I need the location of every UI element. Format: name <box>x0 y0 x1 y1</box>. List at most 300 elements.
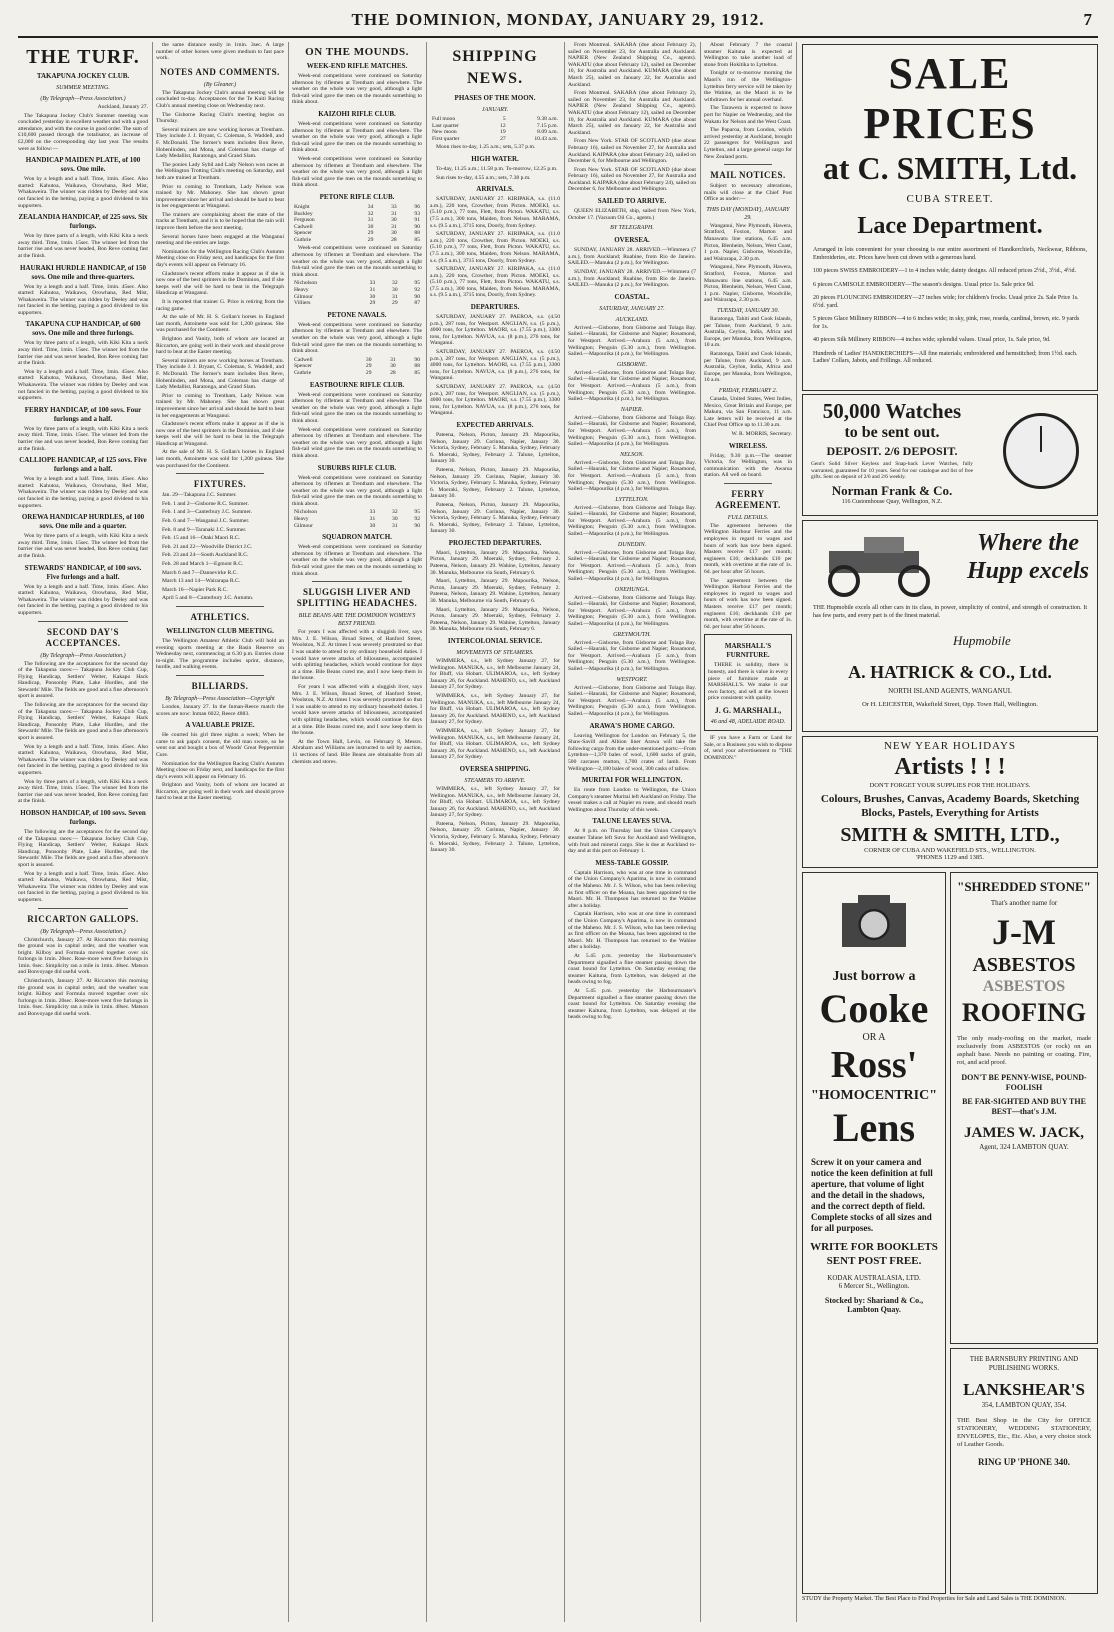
meeting-heading: SUMMER MEETING. <box>56 85 110 91</box>
cooke-kodak: KODAK AUSTRALASIA, LTD. <box>827 1274 921 1282</box>
article-paragraph: Won by three parts of a length, with Kiki Kita a neck away third. Time, 1min. 15sec. The winner led from the barrier rise and was never headed, Bon Reve coming fast at the finish. <box>18 778 148 805</box>
article-paragraph: Week-end competitions were continued on Saturday afternoon by riflemen at Trentham and elsewhere. The weather on the whole was very good, although a light fish-tail wind gave the men on the mounds something to think about. <box>292 120 422 154</box>
article-paragraph: Wanganui, New Plymouth, Hawera, Stratford, Foxton, Marton and Manawatu line stations, 6.45 a.m. Picton, Blenheim, Nelson, West Coast, 1 p.m. Napier, Gisborne, Woodville, and Wairarapa, 2.30 p.m. <box>704 222 792 262</box>
fixture-item: Feb. 8 and 9—Taranaki J.C. Summer. <box>162 526 247 533</box>
tide-line: To-day, 11.25 a.m.; 11.58 p.m. To-morrow, 12.25 p.m. <box>436 165 558 172</box>
article-paragraph: Pateena, Nelson, Picton, January 29. Mapourika, Nelson, January 29. Corinna, Napier, January 30. Victoria, Sydney, February 5. Manuka, Sydney, February 6. Moeraki, Sydney, February 2. Talune, Lyttelton, January 30. <box>430 501 560 535</box>
hupmobile-ad <box>802 520 1098 732</box>
car-icon <box>809 529 959 599</box>
cooke-lens: Lens <box>832 1105 916 1150</box>
article-paragraph: Maori, Lyttelton, January 29. Mapourika, Nelson, Picton, January 29. Moeraki, Sydney, February 2. Pateena, Nelson, January 29. Wahine, Lyttelton, January 30. Manuka, Melbourne via South, February 6. <box>430 549 560 576</box>
sale-title: SALE PRICES <box>863 49 1037 148</box>
column-rule <box>796 42 797 1622</box>
article-paragraph: Maori, Lyttelton, January 29. Mapourika, Nelson, Picton, January 29. Moeraki, Sydney, February 2. Pateena, Nelson, January 29. Wahine, Lyttelton, January 30. Manuka, Melbourne via South, February 6. <box>430 606 560 633</box>
column-shipping-cont <box>568 42 696 1622</box>
watch-illustration <box>993 409 1089 493</box>
fixture-item: April 5 and 8—Canterbury J.C. Autumn. <box>162 595 254 602</box>
article-paragraph: The following are the acceptances for the second day of the Takapuna races:— Takapuna Jockey Club Cup, Flying Handicap, Settlers' Welter, Kakapo Hack Handicap, Ponsonby Plate, Lake Hurdles, and the Stewards' Mile. The fields are good and a fine afternoon's sport is assured. <box>18 828 148 868</box>
cooke-or: OR A <box>862 1032 886 1043</box>
article-paragraph: At the Town Hall, Levin, on February 8, Messrs. Abraham and Williams are instructed to sell by auction, 11 sections of land. Bile Beans are obtainable from all chemists and stores. <box>292 738 422 765</box>
article-paragraph: Canada, United States, West Indies, Mexico, Great Britain and Europe, per Makura, via San Francisco, 11 a.m. Late letters will be received at the Chief Post Office up to 11.30 a.m. <box>704 395 792 429</box>
overseas-subheading: STEAMERS TO ARRIVE. <box>464 777 526 784</box>
dateline: Auckland, January 27. <box>97 104 148 110</box>
sale-prices-ad <box>802 44 1098 391</box>
column-shipping <box>430 42 560 1622</box>
article-paragraph: Nomination for the Wellington Racing Club's Autumn Meeting close on Friday next, and handicaps for the first day's events will appear on February 16. <box>156 248 284 269</box>
article-paragraph: Week-end competitions were continued on Saturday afternoon by riflemen at Trentham and elsewhere. The weather on the whole was very good, although a light fish-tail wind gave the men on the mounds something to think about. <box>292 245 422 278</box>
hupp-agents: NORTH ISLAND AGENTS, WANGANUI. <box>888 687 1012 695</box>
athletics-heading: ATHLETICS. <box>190 611 250 622</box>
article-paragraph: Tonight or to-morrow morning the Maori's run of the Wellington-Lyttelton ferry service will be taken by the Wahine, as the Maori is to be withdrawn for her annual overhaul. <box>704 70 792 103</box>
table-row: Nicholson 33 32 95 <box>294 280 420 287</box>
table-row: Guthrie 29 28 85 <box>294 369 420 376</box>
race-heading: STEWARDS' HANDICAP, of 100 sovs. Five furlongs and a half. <box>24 563 142 581</box>
article-paragraph: Several trainers are now working horses at Trentham. They include J. J. Bryant, C. Coleman, S. Waddell, and F. McDonald. The former's team includes Bon Reve, Hohenlinden, and Mona, and Coleman has charge of Lady Medallist, Raratonga, and Grand Slam. <box>156 126 284 160</box>
port-name: NELSON. <box>620 451 644 458</box>
prize-heading: A VALUABLE PRIZE. <box>185 721 255 730</box>
article-paragraph: Captain Harrison, who was at one time in command of the Union Company's Aparima, is now in command of the Maheno. Mr. J. S. Wilson, who has been relieving as first officer on the Moana, has been appointed to the Maori. Mr. H. Thompson has returned to the Wahine after a holiday. <box>568 911 696 951</box>
table-row: Gilmour 30 31 90 <box>294 293 420 300</box>
camera-icon <box>834 883 914 963</box>
hupp-company: A. HATRICK & CO., Ltd. <box>848 662 1052 682</box>
port-name: GISBORNE. <box>616 361 648 368</box>
article-paragraph: SATURDAY, JANUARY 27. PAEROA, s.s. (4.50 p.m.), 287 tons, for Westport. ANGLIAN, s.s. (5 p.m.), 4000 tons, for Lyttelton. MAORI, s.s. (7.55 p.m.), 3300 tons, for Lyttelton. NAVUA, s.s. (8 p.m.), 276 tons, for Wanganui. <box>430 384 560 417</box>
section-subheading: NOTES AND COMMENTS. <box>160 66 280 77</box>
smith-address: CORNER OF CUBA AND WAKEFIELD STS., WELLINGTON. <box>864 847 1036 854</box>
mail-day: THIS DAY (MONDAY), JANUARY 29. <box>706 206 790 221</box>
table-row: Gilmour 30 31 90 <box>294 522 420 529</box>
port-name: LYTTELTON. <box>615 496 649 503</box>
athletics-subheading: WELLINGTON CLUB MEETING. <box>166 626 274 635</box>
marshall-address: 46 and 48, ADELAIDE ROAD. <box>710 718 786 725</box>
mail-day: FRIDAY, FEBRUARY 2. <box>718 387 778 394</box>
asbestos-word: ASBESTOS <box>972 954 1076 976</box>
club-heading: TAKAPUNA JOCKEY CLUB. <box>36 72 130 80</box>
expected-heading: EXPECTED ARRIVALS. <box>456 420 534 429</box>
oversea-heading: OVERSEA. <box>614 236 650 245</box>
moon-heading: PHASES OF THE MOON. <box>454 94 536 102</box>
article-paragraph: The agreement between the Wellington Harbour Ferries and the employees in regard to wages and hours of work has now been signed. Masters receive £17 per month; engineers £16; deckhands £10 per month, with overtime at the rate of 1s. 6d. per hour after 56 hours. <box>704 577 792 630</box>
article-paragraph: Gladstone's recent efforts make it appear as if she is now one of the best sprinters in the Dominion, and if she keeps well she will be hard to beat in the Telegraph Handicap at Wanganui. <box>156 421 284 447</box>
billiards-heading: BILLIARDS. <box>191 680 249 691</box>
article-paragraph: From Montreal. SAKARA (due about February 2), sailed on November 23, for Australia and Auckland. NAPIER (New Zealand Shipping Co., agents). WAKATU (due about February 12), sailed on December 10, for Australia and Auckland. KUMARA (due about March 25), sailed on January 22, for Australia and Auckland. <box>568 90 696 136</box>
column-rule <box>700 42 701 1622</box>
roofing-word: ROOFING <box>961 998 1087 1027</box>
fixtures-list <box>156 492 284 602</box>
section-heading-turf: THE TURF. <box>26 46 140 68</box>
roof-body: The only ready-roofing on the market, made exclusively from ASBESTOS (or rock) on an asphalt base. Needs no painting or coating. Fire, rot, and acid proof. <box>957 1035 1091 1066</box>
lace-intro: Arranged in lots convenient for your choosing is our entire assortment of Handkerchiefs, Neckwear, Ribbons, Embroideries, etc. Prices have been cut down with a generous hand. <box>813 247 1087 261</box>
port-name: GREYMOUTH. <box>613 631 651 638</box>
article-paragraph: For years I was affected with a sluggish liver, says Mrs. J. E. Wilson, Broad Street, of Hanford Street, Woolston, N.Z. At times I was severely prostrated so that I was unable to attend to my ordinary household duties. I would have severe attacks of biliousness, accompanied with splitting headaches, which would continue for days at a time. Bile Beans cured me, and I now keep them in the house. <box>292 629 422 682</box>
article-paragraph: the same distance easily in 1min. 3sec. A large number of other horses were given medium to fast pace work. <box>156 42 284 62</box>
table-row: Knight 34 33 96 <box>294 203 420 210</box>
cooke-kodak-address: 6 Mercer St., Wellington. <box>838 1282 910 1290</box>
article-paragraph: Pateena, Nelson, Picton, January 29. Mapourika, Nelson, January 29. Corinna, Napier, January 30. Victoria, Sydney, February 5. Manuka, Sydney, February 6. Moeraki, Sydney, February 2. Talune, Lyttelton, January 30. <box>430 431 560 465</box>
scores-table <box>292 357 422 377</box>
article-paragraph: SUNDAY, JANUARY 28. ARRIVED.—Wimmera (7 a.m.), from Auckland; Ruahine, from Rio de Janeiro. SAILED.—Manuka (2 p.m.), for Wellington. <box>568 269 696 289</box>
article-paragraph: Week-end competitions were continued on Saturday afternoon by riflemen at Trentham and elsewhere. The weather on the whole was very good, although a light fish-tail wind gave the men on the mounds something to think about. <box>292 73 422 106</box>
article-paragraph: Subject to necessary alterations, mails will close at the Chief Post Office as under:— <box>704 183 792 203</box>
smith-company: SMITH & SMITH, LTD., <box>840 824 1060 846</box>
article-paragraph: Arrived.—Gisborne, from Gisborne and Tolaga Bay. Sailed.—Hauraki, for Gisborne and Napier; Rosamond, for Westport. Arrived.—Arahura (5 a.m.), from Wellington; Penguin (5.30 a.m.), from Wellington. Sailed.—Mapourika (4 p.m.), for Wellington. <box>568 594 696 627</box>
article-paragraph: WIMMERA, s.s., left Sydney January 27, for Wellington. MANUKA, s.s., left Melbourne January 24, for Bluff, via Hobart. ULIMAROA, s.s., left Sydney January 26, for Auckland. MAHENO, s.s., left Auckland January 27, for Sydney. <box>430 785 560 819</box>
table-row: Heavy 31 30 92 <box>294 287 420 294</box>
divider <box>724 164 772 165</box>
article-paragraph: From Montreal. SAKARA (due about February 2), sailed on November 23, for Australia and Auckland. NAPIER (New Zealand Shipping Co., agents). WAKATU (due about February 12), sailed on December 10, for Australia and Auckland. KUMARA (due about March 25), sailed on January 22, for Australia and Auckland. <box>568 42 696 88</box>
mail-signature: W. R. MORRIS, Secretary. <box>731 430 792 437</box>
watches-subtitle: to be sent out. <box>844 424 940 441</box>
article-paragraph: Captain Harrison, who was at one time in command of the Union Company's Aparima, is now in command of the Maheno. Mr. J. S. Wilson, who has been relieving as first officer on the Moana, has been appointed to the Maori. Mr. H. Thompson has returned to the Wahine after a holiday. <box>568 869 696 909</box>
shooter-name: Ferguson <box>294 217 315 224</box>
article-paragraph: Won by a length and a half. Time, 1min. 45sec. Also started: Kahutoa, Waikawa, Orowhana, Red Mist, Whakaweira. The winner was ridden by Deeley and was not fancied in the betting, paying a good dividend to his supporters. <box>18 583 148 616</box>
fixture-item: Feb. 6 and 7—Wanganui J.C. Summer. <box>162 518 250 525</box>
cooke-write: WRITE FOR BOOKLETS SENT POST FREE. <box>810 1241 938 1267</box>
article-paragraph: The Takapuna Jockey Club's Summer meeting was concluded yesterday in excellent weather and with a good attendance, and with the course in good order. The sum of £10,600 passed through the totalisator, an increase of £2,000 on the corresponding day last year. The results were as follow:— <box>18 112 148 152</box>
article-paragraph: QUEEN ELIZABETH, ship, sailed from New York, October 17. (Vacuum Oil Co., agents.) <box>568 208 696 221</box>
article-paragraph: It is reported that trainer G. Price is retiring from the racing game. <box>156 299 284 312</box>
coastal-heading: COASTAL. <box>614 292 650 301</box>
mail-day: TUESDAY, JANUARY 30. <box>716 308 779 314</box>
ferry-subheading: FULL DETAILS. <box>727 514 769 521</box>
cooke-lens-ad <box>802 872 946 1594</box>
lace-item: 5 pieces Glace Millinery RIBBON—4 to 6 inches wide; in sky, pink, rose, reseda, cardinal, brown, etc. 9 yards for 1s. <box>813 316 1080 330</box>
article-paragraph: Raratonga, Tahiti and Cook Islands, per Talune, from Auckland, 9 a.m. Australia, Ceylon, India, Africa and Europe, per Manuka, from Wellington, 10 a.m. <box>704 316 792 349</box>
article-paragraph: Friday, 9.30 p.m.—The steamer Victoria, for Wellington, was in communication with the Awarua station. All well on board. <box>704 452 792 479</box>
article-paragraph: SATURDAY, JANUARY 27. KIRIPAKA, s.s. (11.0 a.m.), 220 tons, Crowther, from Picton. MOEKI, s.s. (5.10 p.m.), 77 tons, Flett, from Picton. WAKATU, s.s. (7.5 a.m.), 300 tons, Maiden, from Nelson. MARAMA, s.s. (9.5 a.m.), 3715 tons, Doorly, from Sydney. <box>430 196 560 229</box>
watches-body: Gent's Solid Silver Keyless and Snap-back Lever Watches, fully warranted, guaranteed for 10 years. Send for our catalogue and list of free gifts. Sent on deposit of 2/6 and 2/6 weekly. <box>811 461 973 480</box>
lace-item: 6 pieces CAMISOLE EMBROIDERY—The season's designs. Usual price 1s. Sale price 9d. <box>813 281 1035 288</box>
column-mounds <box>292 42 422 1622</box>
article-paragraph: From New York. STAR OF SCOTLAND (due about February 16), sailed on November 27, for Australia and Auckland. KAIPARA (due about February 24), sailed on December 6, for Melbourne and Wellington. <box>568 166 696 193</box>
divider <box>312 581 402 582</box>
article-paragraph: WIMMERA, s.s., left Sydney January 27, for Wellington. MANUKA, s.s., left Melbourne January 24, for Bluff, via Hobart. ULIMAROA, s.s., left Sydney January 26, for Auckland. MAHENO, s.s., left Auckland January 27, for Sydney. <box>430 692 560 726</box>
masthead-date-line: THE DOMINION, MONDAY, JANUARY 29, 1912. <box>351 10 765 29</box>
article-paragraph: Brighton and Vanity, both of whom are located at Riccarton, are going well in their work and should prove hard to beat at the Easter meeting. <box>156 782 284 802</box>
article-paragraph: Week-end competitions were continued on Saturday afternoon by riflemen at Trentham and elsewhere. The weather on the whole was very good, although a light fish-tail wind gave the men on the mounds something to think about. <box>292 474 422 507</box>
article-paragraph: Brighton and Vanity, both of whom are located at Riccarton, are going well in their work and should prove hard to beat at the Easter meeting. <box>156 335 284 356</box>
fixture-item: March 6 and 7—Dannevirke R.C. <box>162 569 238 576</box>
article-paragraph: The agreement between the Wellington Harbour Ferries and the employees in regard to wages and hours of work has now been signed. Masters receive £17 per month; engineers £16; deckhands £10 per month, with overtime at the rate of 1s. 6d. per hour after 56 hours. <box>704 522 792 576</box>
marshall-ad <box>704 634 792 731</box>
byline: (By Telegraph—Press Association.) <box>40 928 126 935</box>
byline: (By Telegraph—Press Association.) <box>40 652 126 659</box>
lanks-phone: RING UP 'PHONE 340. <box>977 1457 1070 1467</box>
race-heading: TAKAPUNA CUP HANDICAP, of 600 sovs. One mile and three furlongs. <box>25 320 141 338</box>
column-mail <box>704 42 792 1622</box>
article-paragraph: Prior to coming to Trentham, Lady Nelson was trained by Mr. Mahoney. She has shown great improvement since her arrival and should be hard to beat in her engagements at Wanganui. <box>156 392 284 419</box>
article-paragraph: Nomination for the Wellington Racing Club's Autumn Meeting close on Friday next, and handicaps for the first day's events will appear on February 16. <box>156 760 284 780</box>
jack-name: JAMES W. JACK, <box>963 1125 1085 1141</box>
article-paragraph: En route from London to Wellington, the Union Company's steamer Muritai left Auckland on Friday. The vessel makes a call at Napier en route, and should reach Wellington about Thursday of this week. <box>568 787 696 813</box>
race-heading: ZEALANDIA HANDICAP, of 225 sovs. Six furlongs. <box>18 213 148 231</box>
shooter-name: Guthrie <box>294 236 312 243</box>
artists-ad <box>802 736 1098 868</box>
wireless-heading: WIRELESS. <box>728 441 768 450</box>
scores-table <box>292 204 422 244</box>
fixture-item: Jan. 29—Takapuna J.C. Summer. <box>162 492 237 499</box>
watches-company: Norman Frank & Co. <box>831 482 953 498</box>
lankshear-ad <box>950 1348 1098 1594</box>
article-paragraph: Arrived.—Gisborne, from Gisborne and Tolaga Bay. Sailed.—Hauraki, for Gisborne and Napier; Rosamond, for Westport. Arrived.—Arahura (5 a.m.), from Wellington; Penguin (5.30 a.m.), from Wellington. Sailed.—Mapourika (4 p.m.), for Wellington. <box>568 639 696 672</box>
table-row: Spencer 29 30 88 <box>294 363 420 370</box>
moon-line: Moon rises to-day, 1.25 a.m.; sets, 5.37 p.m. <box>436 144 536 151</box>
table-row: Nicholson 33 32 95 <box>294 509 420 516</box>
table-row: Spencer 29 30 88 <box>294 230 420 237</box>
article-paragraph: At the sale of Mr. H. S. Gollan's horses in England last month, Antoinette was sold for 1,200 guineas. She was purchased for the Continent. <box>156 449 284 469</box>
sailed-heading: SAILED TO ARRIVE. <box>597 197 667 206</box>
fixture-item: Feb. 1 and 3—Canterbury J.C. Summer. <box>162 509 252 516</box>
article-paragraph: Raratonga, Tahiti and Cook Islands, per Talune, from Auckland, 9 a.m. Australia, Ceylon, India, Africa and Europe, per Manuka, from Wellington, 10 a.m. <box>704 350 792 384</box>
jack-address: Agent, 324 LAMBTON QUAY. <box>979 1143 1069 1151</box>
article-paragraph: Several trainers are now working horses at Trentham. They include J. J. Bryant, C. Coleman, S. Waddell, and F. McDonald. The former's team includes Bon Reve, Hohenlinden, and Mona, and Coleman has charge of Lady Medallist, Raratonga, and Grand Slam. <box>156 357 284 391</box>
asbestos-word-outline: ASBESTOS <box>982 978 1066 995</box>
article-paragraph: Several horses have been engaged at the Wanganui meeting and the entries are large. <box>156 233 284 247</box>
fixture-item: Feb. 23 and 24—South Auckland R.C. <box>162 552 249 559</box>
article-paragraph: For years I was affected with a sluggish liver, says Mrs. J. E. Wilson, Broad Street, of Hanford Street, Woolston, N.Z. At times I was severely prostrated so that I was unable to attend to my ordinary household duties. I would have severe attacks of biliousness, accompanied with splitting headaches, which would continue for days at a time. Bile Beans cured me, and I now keep them in the house. <box>292 683 422 737</box>
article-paragraph: London, January 27. In the Inman-Reece match the scores are now: Inman 6022, Reece 4883. <box>156 703 284 717</box>
article-paragraph: The Gisborne Racing Club's meeting begins on Thursday. <box>156 111 284 125</box>
article-paragraph: WIMMERA, s.s., left Sydney January 27, for Wellington. MANUKA, s.s., left Melbourne January 24, for Bluff, via Hobart. ULIMAROA, s.s., left Sydney January 26, for Auckland. MAHENO, s.s., left Auckland January 27, for Sydney. <box>430 727 560 761</box>
article-paragraph: Pateena, Nelson, Picton, January 29. Mapourika, Nelson, January 29. Corinna, Napier, January 30. Victoria, Sydney, February 5. Manuka, Sydney, February 6. Moeraki, Sydney, February 2. Talune, Lyttelton, January 30. <box>430 466 560 500</box>
table-row: Heavy 31 30 92 <box>294 516 420 523</box>
article-paragraph: Arrived.—Gisborne, from Gisborne and Tolaga Bay. Sailed.—Hauraki, for Gisborne and Napier; Rosamond, for Westport. Arrived.—Arahura (5 a.m.), from Wellington; Penguin (5.30 a.m.), from Wellington. Sailed.—Mapourika (4 p.m.), for Wellington. <box>568 369 696 403</box>
article-paragraph: Maori, Lyttelton, January 29. Mapourika, Nelson, Picton, January 29. Moeraki, Sydney, February 2. Pateena, Nelson, January 29. Wahine, Lyttelton, January 30. Manuka, Melbourne via South, February 6. <box>430 578 560 605</box>
divider <box>38 621 128 622</box>
port-name: NAPIER. <box>620 406 644 413</box>
lace-footer: Hundreds of Ladies' HANDKERCHIEFS—All fine materials; embroidered and hemstitched; from 1½d. each. Ladies' Collars, Jabots, and Frillings. All reduced. <box>813 350 1078 364</box>
article-paragraph: Week-end competitions were continued on Saturday afternoon by riflemen at Trentham and elsewhere. The weather on the whole was very good, although a light fish-tail wind gave the men on the mounds something to think about. <box>292 391 422 424</box>
article-paragraph: Leaving Wellington for London on February 5, the Shaw-Savill and Albion liner Arawa will take the following cargo from the under-mentioned ports:—From Lyttelton—1,370 bales of wool, 1,600 sacks of grain, 500 carcases mutton, 1,700 crates of lamb. From Wellington—2,180 bales of wool, 300 casks of tallow. <box>568 732 696 772</box>
byline: (By Telegraph—Press Association.) <box>40 96 126 102</box>
table-row: Cadwell 30 31 90 <box>294 356 420 363</box>
jm-logo: J-M <box>992 912 1056 952</box>
article-paragraph: Won by three parts of a length, with Kiki Kita a neck away third. Time, 1min. 15sec. The winner led from the barrier rise and was never headed, Bon Reve coming fast at the finish. <box>18 533 148 559</box>
article-paragraph: At 5.45 p.m. yesterday the Harbourmaster's Department signalled a fine steamer passing down the coast bound for Lyttelton. On Saturday evening the steamer Kaituna, from Lyttelton, was delayed at the heads owing to fog. <box>568 987 696 1021</box>
article-paragraph: The Tarawera is expected to leave port for Napier on Wednesday, and the Wakatu for Nelson and the West Coast. <box>704 105 792 125</box>
lace-item: 20 pieces FLOUNCING EMBROIDERY—27 inches wide; for children's frocks. Usual price 2s. Sale Price 1s. 6½d. yard. <box>813 295 1079 309</box>
watch-icon <box>1003 413 1079 489</box>
divider <box>724 483 772 484</box>
article-paragraph: SATURDAY, JANUARY 27. KIRIPAKA, s.s. (11.0 a.m.), 220 tons, Crowther, from Picton. MOEKI, s.s. (5.10 p.m.), 77 tons, Flett, from Picton. WAKATU, s.s. (7.5 a.m.), 300 tons, Maiden, from Nelson. MARAMA, s.s. (9.5 a.m.), 3715 tons, Doorly, from Sydney. <box>430 231 560 264</box>
race-heading: HOBSON HANDICAP, of 100 sovs. Seven furlongs. <box>20 808 146 826</box>
article-paragraph: Won by a length and a half. Time, 1min. 45sec. Also started: Kahutoa, Waikawa, Orowhana, Red Mist, Whakaweira. The winner was ridden by Deeley and was not fancied in the betting, paying a good dividend to his supporters. <box>18 176 148 209</box>
study-ad: STUDY the Property Market. The Best Place to Find Properties for Sale and Land Sales is THE DOMINION. <box>802 1596 1067 1602</box>
table-row: New moon 19 8.09 a.m. <box>432 129 558 136</box>
race-heading: CALLIOPE HANDICAP, of 125 sovs. Five furlongs and a half. <box>19 456 147 474</box>
health-subheading: BILE BEANS ARE THE DOMINION WOMEN'S BEST FRIEND. <box>298 613 416 628</box>
article-paragraph: Won by three parts of a length, with Kiki Kita a neck away third. Time, 1min. 15sec. The winner led from the barrier rise and was never headed, Bon Reve coming fast at the finish. <box>18 233 148 259</box>
article-paragraph: Week-end competitions were continued on Saturday afternoon by riflemen at Trentham and elsewhere. The weather on the whole was very good, although a light fish-tail wind gave the men on the mounds something to think about. <box>292 321 422 355</box>
article-paragraph: SATURDAY, JANUARY 27. KIRIPAKA, s.s. (11.0 a.m.), 220 tons, Crowther, from Picton. MOEKI, s.s. (5.10 p.m.), 77 tons, Flett, from Picton. WAKATU, s.s. (7.5 a.m.), 300 tons, Maiden, from Nelson. MARAMA, s.s. (9.5 a.m.), 3715 tons, Doorly, from Sydney. <box>430 266 560 299</box>
cooke-ross: Ross' <box>830 1044 918 1086</box>
port-name: ONEHUNGA. <box>614 586 650 593</box>
smith-phone: 'PHONES 1129 and 1385. <box>915 854 985 861</box>
table-row: Last quarter 12 7.15 p.m. <box>432 122 558 129</box>
moon-month: JANUARY. <box>481 107 509 113</box>
cooke-borrow: Just borrow a <box>832 969 916 984</box>
cooke-body: Screw it on your camera and notice the keen definition at full aperture, that volume of light and the detail in the shadows, and the correct depth of field. Complete stocks of all sizes and for all purposes. <box>811 1157 933 1233</box>
artists-sub: DON'T FORGET YOUR SUPPLIES FOR THE HOLIDAYS. <box>869 782 1031 789</box>
artists-line: Colours, Brushes, Canvas, Academy Boards, Sketching Blocks, Pastels, Everything for Artists <box>820 793 1080 819</box>
masthead <box>18 6 1098 38</box>
column-turf <box>18 42 148 1622</box>
divider <box>176 606 264 607</box>
divider <box>38 908 128 909</box>
article-paragraph: Won by a length and a half. Time, 1min. 45sec. Also started: Kahutoa, Waikawa, Orowhana, Red Mist, Whakaweira. The winner was ridden by Deeley and was not fancied in the betting, paying a good dividend to his supporters. <box>18 368 148 402</box>
coastal-date: SATURDAY, JANUARY 27. <box>599 305 665 312</box>
health-heading: SLUGGISH LIVER AND SPLITTING HEADACHES. <box>296 587 418 609</box>
hupp-body: THE Hupmobile excels all other cars in its class, in power, simplicity of control, and strength of construction. It has few parts, and every part is of the finest material. <box>813 605 1087 619</box>
section-subheading: RICCARTON GALLOPS. <box>27 913 139 924</box>
stone-sub: That's another name for <box>990 899 1058 907</box>
shooter-name: Buckley <box>294 210 313 217</box>
column-notes <box>156 42 284 1622</box>
article-paragraph: WIMMERA, s.s., left Sydney January 27, for Wellington. MANUKA, s.s., left Melbourne January 24, for Bluff, via Hobart. ULIMAROA, s.s., left Sydney January 26, for Auckland. MAHENO, s.s., left Auckland January 27, for Sydney. <box>430 658 560 691</box>
subheading: SUBURBS RIFLE CLUB. <box>317 463 397 472</box>
arrivals-heading: ARRIVALS. <box>476 185 514 194</box>
artists-title: Artists ! ! ! <box>894 754 1006 780</box>
watches-deposit: DEPOSIT. 2/6 DEPOSIT. <box>826 444 958 458</box>
ferry-heading: FERRY AGREEMENT. <box>715 488 781 510</box>
article-paragraph: The following are the acceptances for the second day of the Takapuna races:— Takapuna Jockey Club Cup, Flying Handicap, Settlers' Welter, Kakapo Hack Handicap, Ponsonby Plate, Lake Hurdles, and the Stewards' Mile. The fields are good and a fine afternoon's sport is assured. <box>18 702 148 742</box>
subheading: SQUADRON MATCH. <box>322 533 392 542</box>
lace-item: 40 pieces Silk Millinery RIBBON—4 inches wide; splendid values. Usual price, 1s. Sale price, 9d. <box>813 337 1051 343</box>
intercolonial-subheading: MOVEMENTS OF STEAMERS. <box>456 650 534 656</box>
shooter-name: Knight <box>294 203 310 210</box>
fixture-item: March 16—Napier Park R.C. <box>162 586 228 593</box>
table-row: Cadwell 30 31 90 <box>294 223 420 230</box>
column-rule <box>426 42 427 1622</box>
article-paragraph: Won by a length and a half. Time, 1min. 45sec. Also started: Kahutoa, Waikawa, Orowhana, Red Mist, Whakaweira. The winner was ridden by Deeley and was not fancied in the betting, paying a good dividend to his supporters. <box>18 476 148 509</box>
article-paragraph: The Paparoa, from London, which arrived yesterday at Auckland, brought 22 passengers for Wellington and Lyttelton, and a large general cargo for New Zealand ports. <box>704 127 792 160</box>
muritai-heading: MURITAI FOR WELLINGTON. <box>581 776 683 785</box>
article-paragraph: The ponies Lady Sybil and Lady Nelson won races at the Wellington Trotting Club's meeting on Saturday, and both are trained at Trentham. <box>156 161 284 181</box>
article-paragraph: Arrived.—Gisborne, from Gisborne and Tolaga Bay. Sailed.—Hauraki, for Gisborne and Napier; Rosamond, for Westport. Arrived.—Arahura (5 a.m.), from Wellington; Penguin (5.30 a.m.), from Wellington. Sailed.—Mapourika (4 p.m.), for Wellington. <box>568 504 696 538</box>
marshall-name: J. G. MARSHALL, <box>714 705 782 715</box>
scores-table <box>292 509 422 529</box>
article-paragraph: About February 7 the coastal steamer Kaituna is expected at Wellington to take another load of stone from Hokitika to Lyttelton. <box>704 42 792 68</box>
section-heading-mounds: ON THE MOUNDS. <box>305 46 409 58</box>
cooke-homocentric: "HOMOCENTRIC" <box>811 1088 937 1103</box>
article-paragraph: The trainers are complaining about the state of the tracks at Trentham, and it is to be hoped that the rain will improve them before the next meeting. <box>156 211 284 232</box>
table-row: Villiers 29 29 87 <box>294 300 420 307</box>
car-hood <box>864 537 904 553</box>
article-paragraph: The Takapuna Jockey Club's annual meeting will be concluded to-day. Acceptances for the Te Kuiti Racing Club's annual meeting close on Wednesday next. <box>156 89 284 109</box>
cooke-name: Cooke <box>819 986 929 1031</box>
column-rule <box>288 42 289 1622</box>
holidays-title: NEW YEAR HOLIDAYS <box>883 740 1017 752</box>
column-rule <box>564 42 565 1622</box>
article-paragraph: Arrived.—Gisborne, from Gisborne and Tolaga Bay. Sailed.—Hauraki, for Gisborne and Napier; Rosamond, for Westport. Arrived.—Arahura (5 a.m.), from Wellington; Penguin (5.30 a.m.), from Wellington. Sailed.—Mapourika (4 p.m.), for Wellington. <box>568 684 696 717</box>
intercolonial-heading: INTERCOLONIAL SERVICE. <box>447 637 543 645</box>
talune-heading: TALUNE LEAVES SUVA. <box>592 817 672 826</box>
cargo-heading: ARAWA'S HOME CARGO. <box>589 721 675 730</box>
article-paragraph: Gladstone's recent efforts make it appear as if she is now one of the best sprinters in the Dominion, and if she keeps well she will be hard to beat in the Telegraph Handicap at Wanganui. <box>156 270 284 297</box>
cooke-stock: Stocked by: Shariand & Co., Lambton Quay. <box>824 1296 924 1314</box>
section-subheading: SECOND DAY'S ACCEPTANCES. <box>45 626 121 648</box>
subheading: PETONE NAVALS. <box>327 310 387 319</box>
article-paragraph: SATURDAY, JANUARY 27. PAEROA, s.s. (4.50 p.m.), 287 tons, for Westport. ANGLIAN, s.s. (5 p.m.), 4000 tons, for Lyttelton. MAORI, s.s. (7.55 p.m.), 3300 tons, for Lyttelton. NAVUA, s.s. (8 p.m.), 276 tons, for Wanganui. <box>430 349 560 382</box>
fixtures-heading: FIXTURES. <box>193 479 247 490</box>
article-paragraph: Arrived.—Gisborne, from Gisborne and Tolaga Bay. Sailed.—Hauraki, for Gisborne and Napier; Rosamond, for Westport. Arrived.—Arahura (5 a.m.), from Wellington; Penguin (5.30 a.m.), from Wellington. Sailed.—Mapourika (4 p.m.), for Wellington. <box>568 459 696 493</box>
article-paragraph: SUNDAY, JANUARY 28. ARRIVED.—Wimmera (7 a.m.), from Auckland; Ruahine, from Rio de Janeiro. SAILED.—Manuka (2 p.m.), for Wellington. <box>568 247 696 267</box>
fixture-item: Feb. 1 and 2—Gisborne R.C. Summer. <box>162 500 249 507</box>
race-heading: FERRY HANDICAP, of 100 sovs. Four furlongs and a half. <box>24 405 142 423</box>
article-paragraph: He courted his girl three nights a week; When he came to ask papa's consent, the old man swore, so he went out and bought a box of Woods' Great Peppermint Cure. <box>156 732 284 758</box>
sale-store: at C. SMITH, Ltd. <box>822 150 1078 186</box>
hupp-headline: Where the Hupp excels <box>967 530 1089 584</box>
article-paragraph: The following are the acceptances for the second day of the Takapuna races:— Takapuna Jockey Club Cup, Flying Handicap, Settlers' Welter, Kakapo Hack Handicap, Ponsonby Plate, Lake Hurdles, and the Stewards' Mile. The fields are good and a fine afternoon's sport is assured. <box>18 660 148 700</box>
watch-hand <box>1040 426 1042 452</box>
lace-item: 100 pieces SWISS EMBROIDERY—1 to 4 inches wide; dainty designs. All reduced prices 2½d., 3½d., 4½d. <box>813 268 1076 274</box>
article-paragraph: Won by a length and a half. Time, 1min. 45sec. Also started: Kahutoa, Waikawa, Orowhana, Red Mist, Whakaweira. The winner was ridden by Deeley and was not fancied in the betting, paying a good dividend to his supporters. <box>18 870 148 903</box>
table-row: Ferguson 31 30 91 <box>294 217 420 224</box>
camera-lens <box>860 910 889 939</box>
byline: (By Gleaner.) <box>203 81 237 88</box>
tide-heading: HIGH WATER. <box>471 154 519 163</box>
watches-address: 116 Customhouse Quay, Wellington, N.Z. <box>841 498 943 505</box>
lanks-body: THE Best Shop in the City for OFFICE STATIONERY, WEDDING STATIONERY, ENVELOPES, Etc., Etc. Also, a very choice stock of Leather Goods. <box>957 1417 1091 1448</box>
lanks-header: THE BARNSBURY PRINTING AND PUBLISHING WORKS. <box>969 1355 1079 1372</box>
sale-street: CUBA STREET. <box>906 193 994 205</box>
article-paragraph: Won by three parts of a length, with Kiki Kita a neck away third. Time, 1min. 15sec. The winner led from the barrier rise and was never headed, Bon Reve coming fast at the finish. <box>18 340 148 367</box>
fixture-item: March 13 and 14—Wairarapa R.C. <box>162 578 241 585</box>
article-paragraph: Week-end competitions were continued on Saturday afternoon by riflemen at Trentham and elsewhere. The weather on the whole was very good, although a light fish-tail wind gave the men on the mounds something to think about. <box>292 544 422 577</box>
lace-heading: Lace Department. <box>857 213 1043 239</box>
column-rule <box>152 42 153 1622</box>
article-paragraph: Arrived.—Gisborne, from Gisborne and Tolaga Bay. Sailed.—Hauraki, for Gisborne and Napier; Rosamond, for Westport. Arrived.—Arahura (5 a.m.), from Wellington; Penguin (5.30 a.m.), from Wellington. Sailed.—Mapourika (4 p.m.), for Wellington. <box>568 414 696 448</box>
lanks-address: 354, LAMBTON QUAY, 354. <box>981 1401 1067 1409</box>
projected-heading: PROJECTED DEPARTURES. <box>448 538 542 547</box>
mess-heading: MESS-TABLE GOSSIP. <box>595 858 669 867</box>
fixture-item: Feb. 21 and 22—Woodville District J.C. <box>162 543 253 550</box>
article-paragraph: Arrived.—Gisborne, from Gisborne and Tolaga Bay. Sailed.—Hauraki, for Gisborne and Napier; Rosamond, for Westport. Arrived.—Arahura (5 a.m.), from Wellington; Penguin (5.30 a.m.), from Wellington. Sailed.—Mapourika (4 p.m.), for Wellington. <box>568 324 696 358</box>
table-row: Buckley 32 31 93 <box>294 210 420 217</box>
article-paragraph: At 8 p.m. on Thursday last the Union Company's steamer Talune left Suva for Auckland and Wellington, with fruit and mineral cargo. She is due at Auckland to-day and at this port on February 1. <box>568 828 696 855</box>
article-paragraph: Wanganui, New Plymouth, Hawera, Stratford, Foxton, Marton and Manawatu line stations, 6.45 a.m. Picton, Blenheim, Nelson, West Coast, 1 p.m. Napier, Gisborne, Woodville, and Wairarapa, 2.30 p.m. <box>704 264 792 304</box>
camera-top <box>858 895 890 905</box>
divider <box>176 675 264 676</box>
table-row: First quarter 27 10.43 a.m. <box>432 135 558 142</box>
port-name: WESTPORT. <box>616 676 648 683</box>
article-paragraph: Won by a length and a half. Time, 1min. 45sec. Also started: Kahutoa, Waikawa, Orowhana, Red Mist, Whakaweira. The winner was ridden by Deeley and was not fancied in the betting, paying a good dividend to his supporters. <box>18 283 148 316</box>
hupp-address: Or H. LEICESTER, Wakefield Street, Opp. Town Hall, Wellington. <box>862 701 1038 708</box>
article-paragraph: Week-end competitions were continued on Saturday afternoon by riflemen at Trentham and elsewhere. The weather on the whole was very good, although a light fish-tail wind gave the men on the mounds something to think about. <box>292 426 422 459</box>
race-heading: OREWA HANDICAP HURDLES, of 100 sovs. One mile and a quarter. <box>21 513 145 531</box>
moon-table <box>430 116 560 142</box>
section-heading-shipping: SHIPPING NEWS. <box>452 48 538 87</box>
article-paragraph: Pateena, Nelson, Picton, January 29. Mapourika, Nelson, January 29. Corinna, Napier, January 30. Victoria, Sydney, February 5. Manuka, Sydney, February 6. Moeraki, Sydney, February 2. Talune, Lyttelton, January 30. <box>430 820 560 854</box>
byline: By Telegraph—Press Association—Copyright <box>165 695 275 702</box>
overseas-heading: OVERSEA SHIPPING. <box>459 764 531 773</box>
watches-ad <box>802 394 1098 516</box>
article-paragraph: THERE is solidity, there is honesty, and there is value in every piece of furniture made at MARSHALL'S. We make it our own factory, and sell at the lowest price consistent with quality. <box>708 662 788 702</box>
fixture-item: Feb. 15 and 16—Otaki Maori R.C. <box>162 535 240 542</box>
subheading: KAIZOHI RIFLE CLUB. <box>318 109 396 118</box>
shooter-name: Cadwell <box>294 223 313 230</box>
scores-table <box>292 280 422 306</box>
article-paragraph: At the sale of Mr. H. S. Gollan's horses in England last month, Antoinette was sold for 1,200 guineas. She was purchased for the Continent. <box>156 314 284 334</box>
subheading: EASTBOURNE RIFLE CLUB. <box>309 380 405 389</box>
article-paragraph: Christchurch, January 27. At Riccarton this morning the ground was in capital order, and the weather was bright. Kilboy and Formula moved together over six furlongs in 1min. 20sec. Rose-more went five furlongs in 1min. 6sec. Simplicity ran a mile in 1min. 48sec. Matson and Bonvoyage did useful work. <box>18 978 148 1018</box>
land-ad: IF you have a Farm or Land for Sale, or a Business you wish to dispose of, send your advertisement to "THE DOMINION." <box>704 734 792 761</box>
divider <box>176 473 264 474</box>
table-row: Guthrie 29 28 85 <box>294 236 420 243</box>
sun-line: Sun rises to-day, 4.55 a.m.; sets, 7.38 p.m. <box>436 174 531 181</box>
article-paragraph: Prior to coming to Trentham, Lady Nelson was trained by Mr. Mahoney. She has shown great improvement since her arrival and should be hard to beat in her engagements at Wanganui. <box>156 183 284 210</box>
mail-heading: MAIL NOTICES. <box>710 170 786 181</box>
